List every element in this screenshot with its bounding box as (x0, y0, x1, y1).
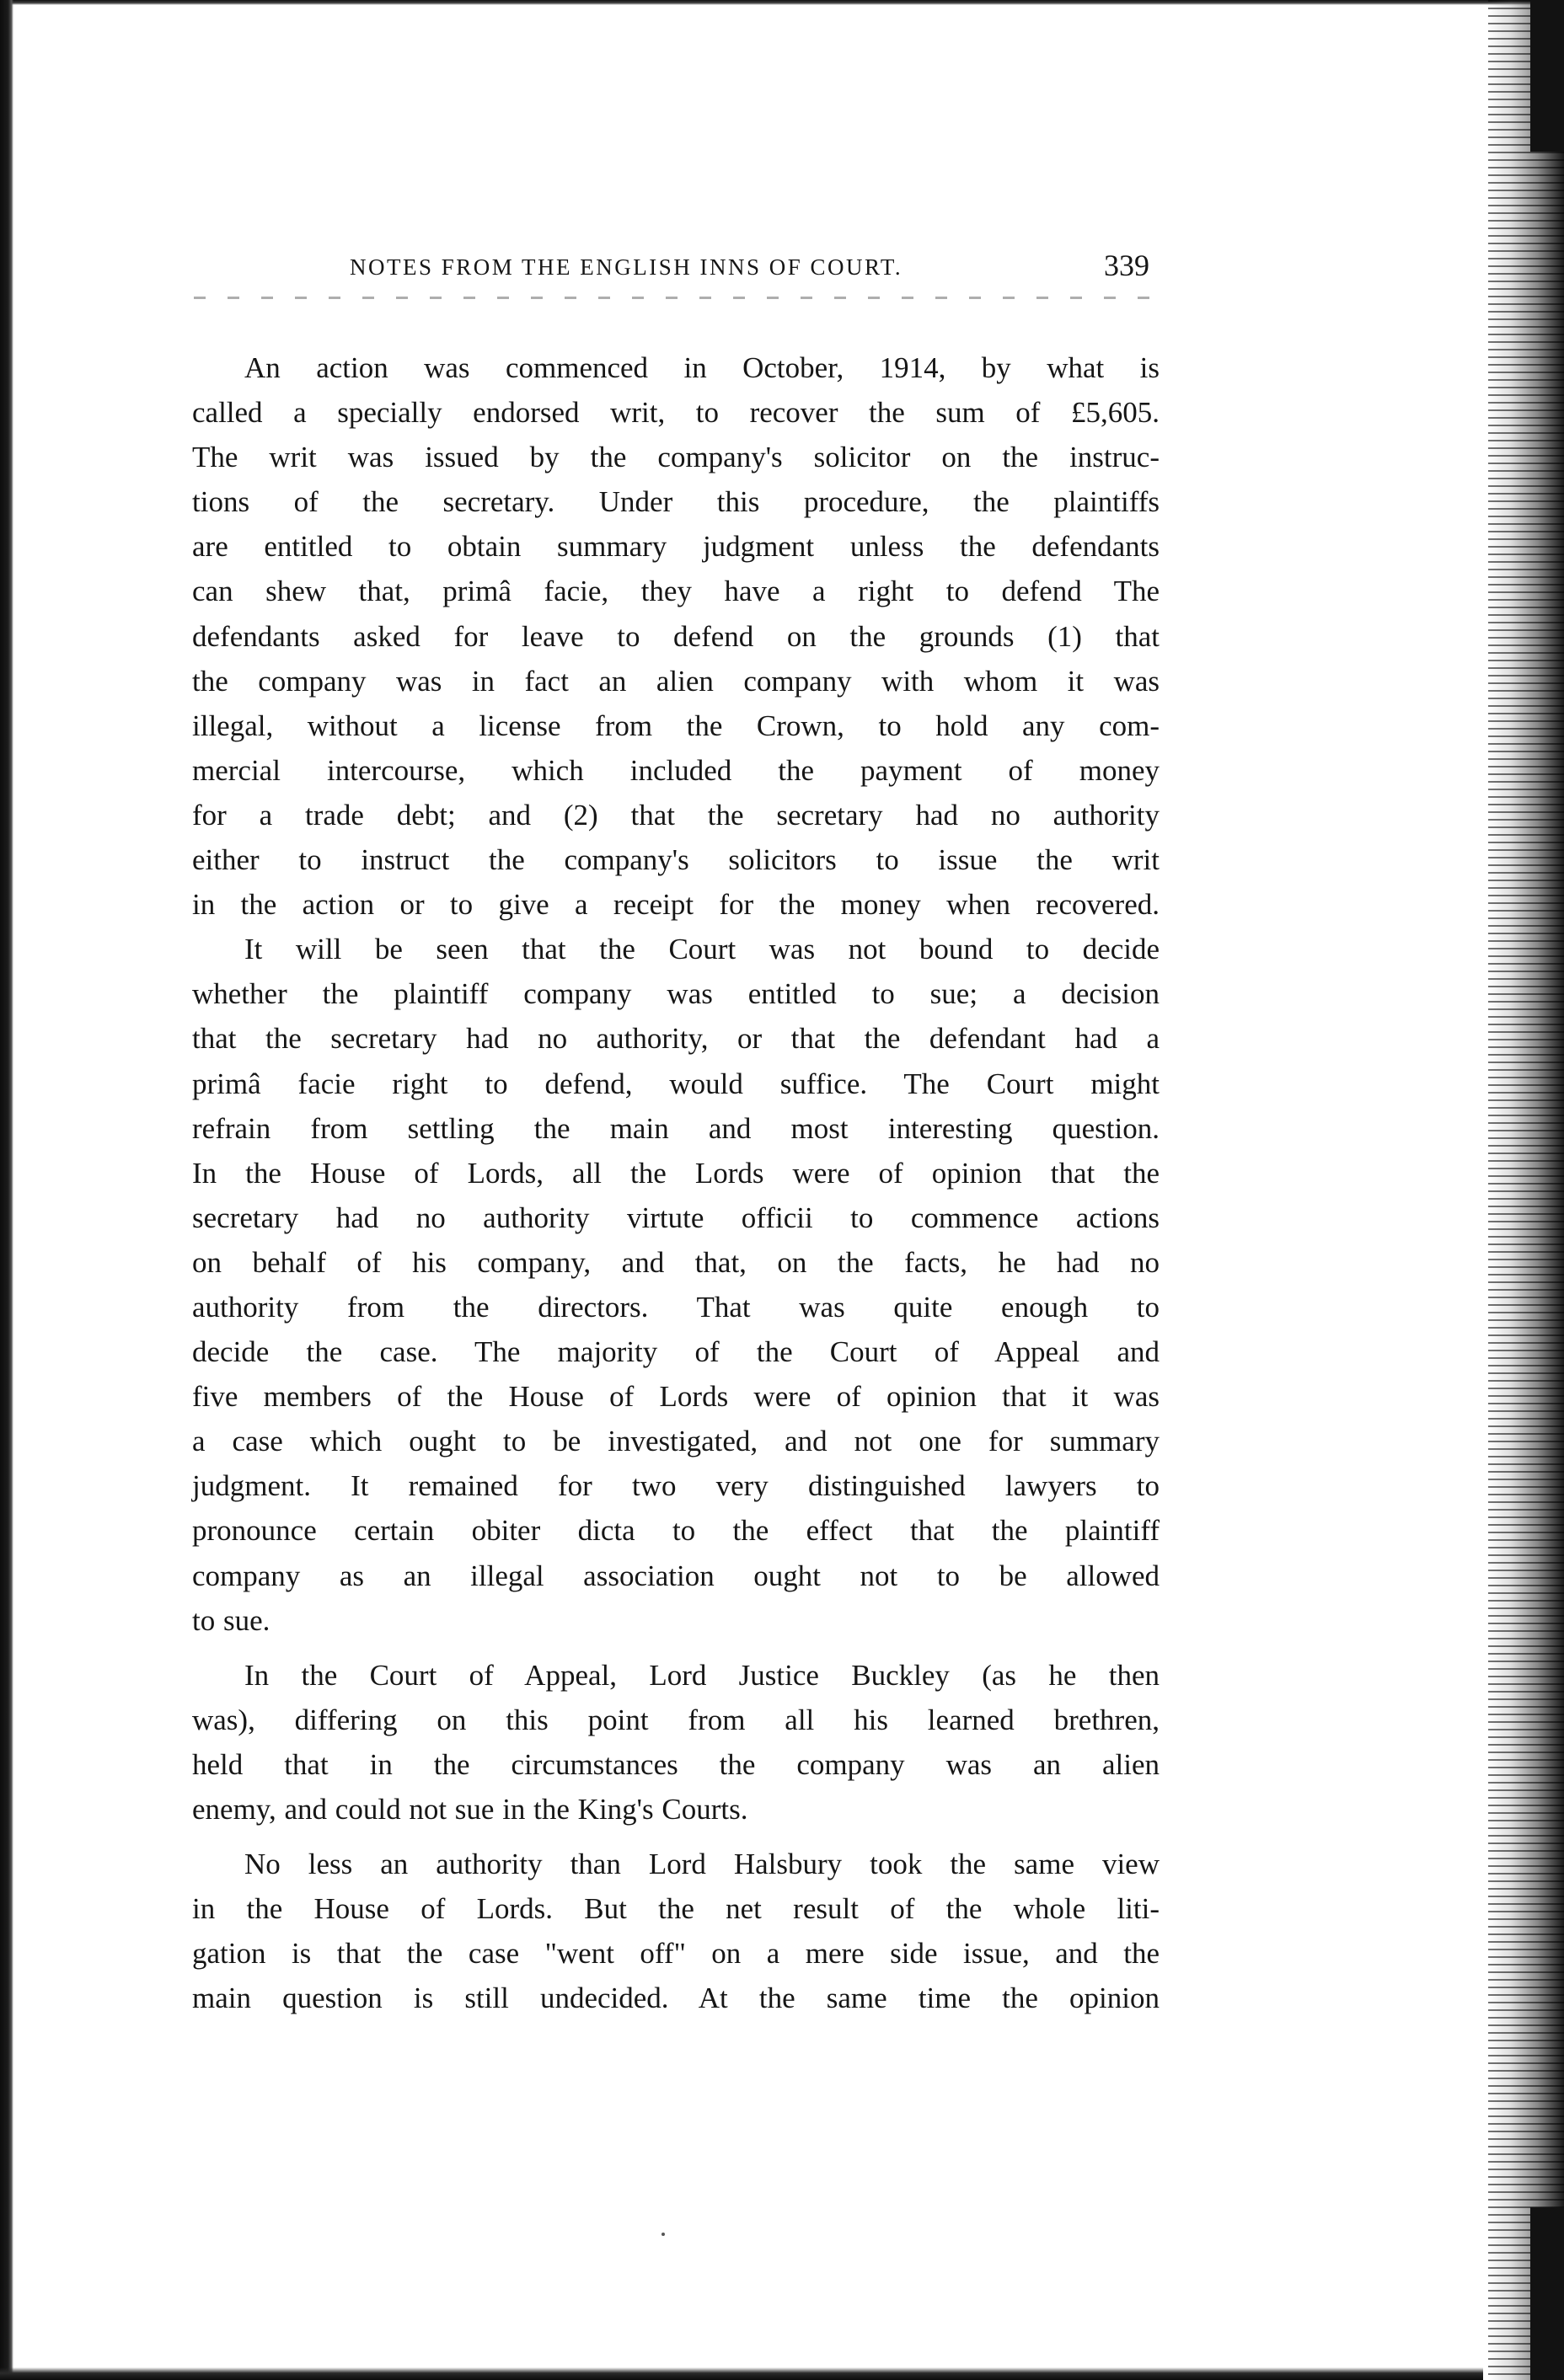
text-line: The writ was issued by the company's solicitor on the instruc- (192, 441, 1160, 474)
paragraph-4 (192, 1842, 1160, 2020)
paragraph-1 (192, 345, 1160, 927)
text-line: secretary had no authority virtute officii to commence actions (192, 1201, 1160, 1234)
text-line: company as an illegal association ought not to be allowed (192, 1559, 1160, 1592)
page-header (194, 244, 1171, 286)
text-line: in the action or to give a receipt for the money when recovered. (192, 888, 1160, 922)
text-line: An action was commenced in October, 1914, by what is (244, 351, 1160, 384)
text-line: main question is still undecided. At the same time the opinion (192, 1982, 1160, 2015)
paragraph-spacer (192, 1832, 1160, 1842)
scan-edge-right (1488, 0, 1564, 2380)
text-line: refrain from settling the main and most interesting question. (192, 1111, 1160, 1145)
text-line: In the House of Lords, all the Lords were of opinion that the (192, 1156, 1160, 1190)
text-line: judgment. It remained for two very distinguished lawyers to (192, 1469, 1160, 1503)
page-number: 339 (1104, 249, 1149, 282)
text-line: enemy, and could not sue in the King's Courts. (192, 1793, 748, 1826)
running-head: NOTES FROM THE ENGLISH INNS OF COURT. (350, 254, 903, 280)
text-line: in the House of Lords. But the net result of the whole liti- (192, 1892, 1160, 1926)
text-line: held that in the circumstances the company was an alien (192, 1747, 1160, 1781)
text-line: It will be seen that the Court was not bound to decide (244, 933, 1160, 966)
body-text (192, 345, 1160, 2020)
paragraph-spacer (192, 1643, 1160, 1653)
text-line: gation is that the case "went off" on a mere side issue, and the (192, 1937, 1160, 1971)
text-line: whether the plaintiff company was entitled to sue; a decision (192, 977, 1160, 1011)
text-line: decide the case. The majority of the Court of Appeal and (192, 1335, 1160, 1369)
text-line: five members of the House of Lords were of opinion that it was (192, 1380, 1160, 1414)
scan-edge-left (0, 0, 13, 2380)
text-line: primâ facie right to defend, would suffice. The Court might (192, 1067, 1160, 1100)
scan-edge-right-top-shadow (1530, 0, 1564, 152)
text-line: No less an authority than Lord Halsbury took the same view (244, 1848, 1160, 1881)
text-line: on behalf of his company, and that, on the facts, he had no (192, 1245, 1160, 1279)
text-line: called a specially endorsed writ, to recover the sum of £5,605. (192, 396, 1160, 430)
text-line: are entitled to obtain summary judgment unless the defendants (192, 530, 1160, 564)
header-rule (194, 297, 1154, 299)
text-line: a case which ought to be investigated, and not one for summary (192, 1425, 1160, 1458)
text-line: the company was in fact an alien company with whom it was (192, 664, 1160, 698)
text-line: mercial intercourse, which included the payment of money (192, 753, 1160, 787)
text-line: pronounce certain obiter dicta to the effect that the plaintiff (192, 1514, 1160, 1548)
text-line: that the secretary had no authority, or that the defendant had a (192, 1022, 1160, 1056)
text-line: to sue. (192, 1603, 270, 1637)
text-line: was), differing on this point from all his learned brethren, (192, 1703, 1160, 1736)
paragraph-2 (192, 927, 1160, 1643)
scan-edge-bottom (0, 2367, 1483, 2380)
scan-edge-right-bottom-shadow (1530, 2207, 1564, 2380)
text-line: authority from the directors. That was quite enough to (192, 1290, 1160, 1324)
scan-speck (661, 2233, 665, 2236)
text-line: for a trade debt; and (2) that the secretary had no authority (192, 798, 1160, 832)
paragraph-3 (192, 1653, 1160, 1832)
text-line: tions of the secretary. Under this procedure, the plaintiffs (192, 485, 1160, 519)
text-line: can shew that, primâ facie, they have a right to defend The (192, 575, 1160, 608)
text-line: In the Court of Appeal, Lord Justice Buckley (as he then (244, 1658, 1160, 1692)
scan-edge-top (0, 0, 1564, 5)
text-line: illegal, without a license from the Crown, to hold any com- (192, 709, 1160, 742)
text-line: either to instruct the company's solicitors to issue the writ (192, 843, 1160, 877)
text-line: defendants asked for leave to defend on the grounds (1) that (192, 619, 1160, 653)
